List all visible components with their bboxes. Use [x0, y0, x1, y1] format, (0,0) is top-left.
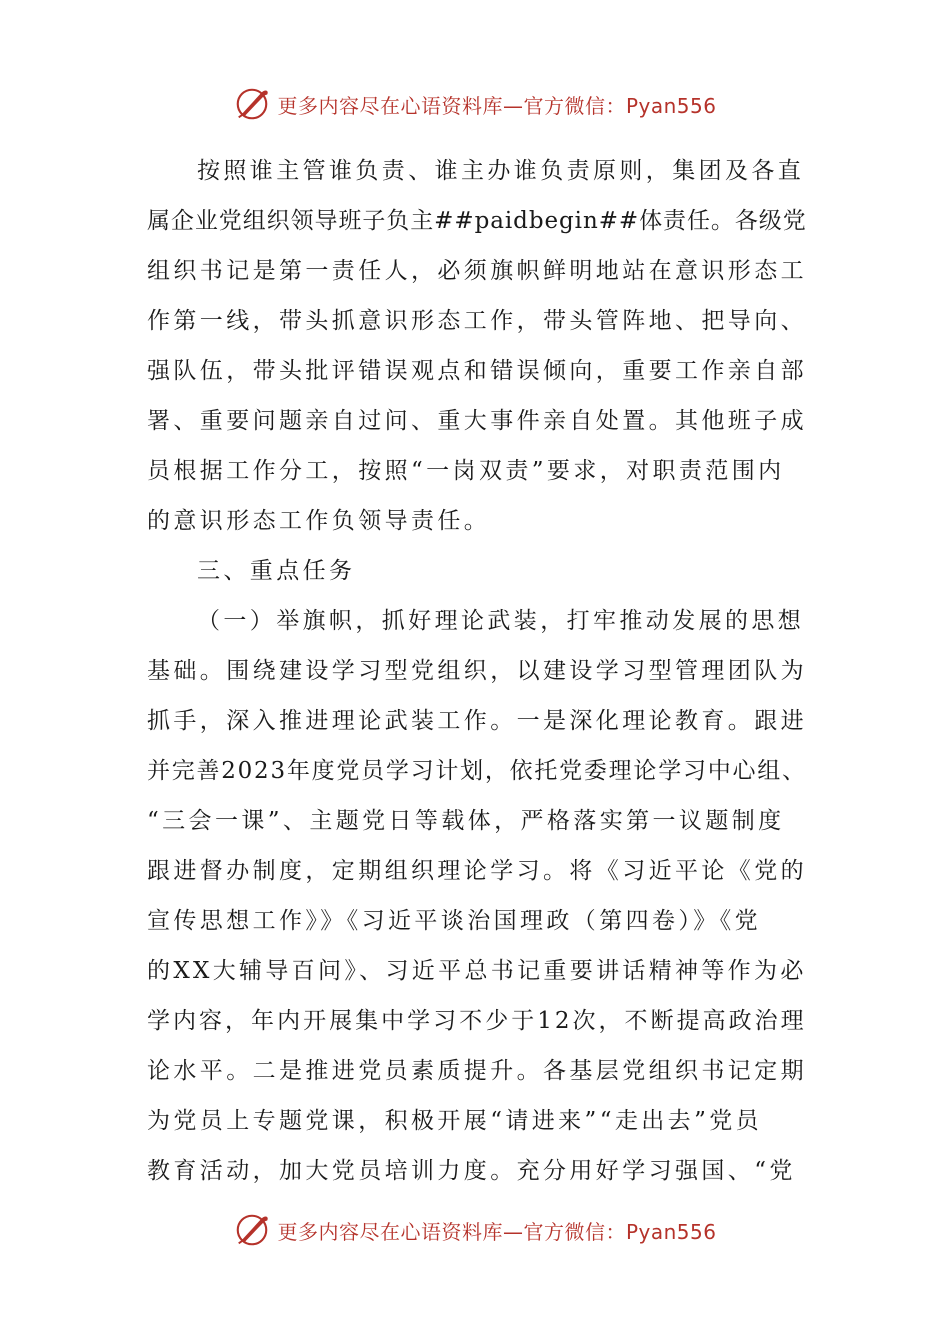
- paragraph-line: 的XX大辅导百问》、习近平总书记重要讲话精神等作为必: [147, 958, 807, 984]
- paragraph-line: 的意识形态工作负领导责任。: [147, 508, 491, 534]
- paragraph-line: 抓手，深入推进理论武装工作。一是深化理论教育。跟进: [147, 708, 807, 734]
- paragraph-line: “三会一课”、主题党日等载体，严格落实第一议题制度: [147, 808, 785, 834]
- section-heading: 三、重点任务: [197, 558, 356, 584]
- paragraph-line: 属企业党组织领导班子负主##paidbegin##体责任。各级党: [147, 208, 807, 234]
- paragraph-line: 并完善2023年度党员学习计划，依托党委理论学习中心组、: [147, 758, 807, 784]
- quill-pen-logo-icon: [233, 85, 271, 123]
- paragraph-line: 作第一线，带头抓意识形态工作，带头管阵地、把导向、: [147, 308, 807, 334]
- paragraph-line: 论水平。二是推进党员素质提升。各基层党组织书记定期: [147, 1058, 807, 1084]
- paragraph-line: 为党员上专题党课，积极开展“请进来”“走出去”党员: [147, 1108, 763, 1134]
- paragraph-line: 学内容，年内开展集中学习不少于12次，不断提高政治理: [147, 1008, 807, 1034]
- paragraph-line: 教育活动，加大党员培训力度。充分用好学习强国、“党: [147, 1158, 796, 1184]
- header-banner-text: 更多内容尽在心语资料库—官方微信：Pyan556: [277, 93, 717, 118]
- footer-banner: [0, 1208, 950, 1252]
- paragraph-line: 按照谁主管谁负责、谁主办谁负责原则，集团及各直: [197, 158, 805, 184]
- paragraph-line: 基础。围绕建设学习型党组织，以建设学习型管理团队为: [147, 658, 807, 684]
- footer-banner-text: 更多内容尽在心语资料库—官方微信：Pyan556: [277, 1219, 717, 1244]
- paragraph-line: 组织书记是第一责任人，必须旗帜鲜明地站在意识形态工: [147, 258, 807, 284]
- paragraph-line: 员根据工作分工，按照“一岗双责”要求，对职责范围内: [147, 458, 785, 484]
- header-banner: [0, 82, 950, 126]
- paragraph-line: 署、重要问题亲自过问、重大事件亲自处置。其他班子成: [147, 408, 807, 434]
- document-body: [147, 146, 807, 1196]
- paragraph-line: 强队伍，带头批评错误观点和错误倾向，重要工作亲自部: [147, 358, 807, 384]
- quill-pen-logo-icon: [233, 1211, 271, 1249]
- paragraph-line: 跟进督办制度，定期组织理论学习。将《习近平论《党的: [147, 858, 807, 884]
- paragraph-line: （一）举旗帜，抓好理论武装，打牢推动发展的思想: [197, 608, 805, 634]
- paragraph-line: 宣传思想工作》》《习近平谈治国理政（第四卷）》《党: [147, 908, 761, 934]
